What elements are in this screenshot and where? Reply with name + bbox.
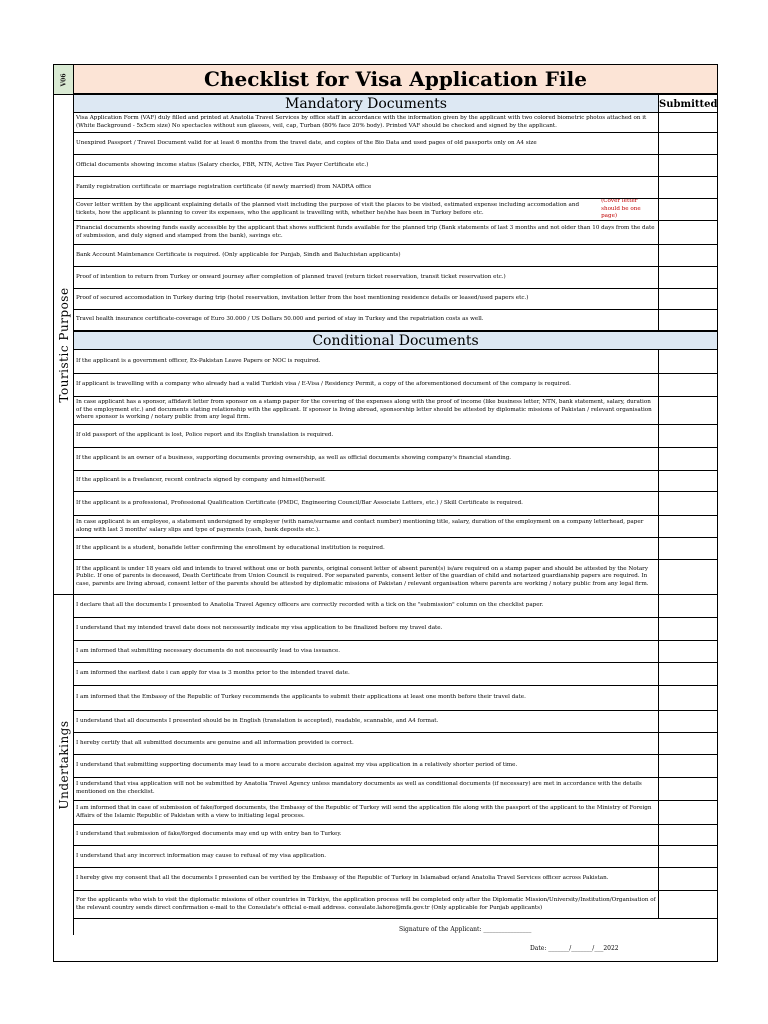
form-code-cell xyxy=(54,65,74,95)
submitted-checkbox[interactable] xyxy=(658,560,717,594)
submitted-checkbox[interactable] xyxy=(658,868,717,890)
mandatory-item-label: Visa Application Form (VAF) duly filled and printed at Anatolia Travel Services by office staff in accordance with the information given by the applicant with two colored biometric photos attached on it (White Background - 5x5cm size) No spectacles without sun glasses, veil, cap, Turban (80% face 20% body). Printed VAF should be checked and signed by the applicant. xyxy=(76,114,647,129)
undertaking-item-text xyxy=(74,825,658,845)
conditional-item-text xyxy=(74,448,658,470)
submitted-checkbox[interactable] xyxy=(658,425,717,447)
submitted-checkbox[interactable] xyxy=(658,641,717,662)
mandatory-item-row xyxy=(74,199,717,221)
undertaking-item-label: I understand that all documents I presented should be in English (translation is accepted), readable, scannable, and A4 format. xyxy=(76,717,439,724)
mandatory-item-label: Financial documents showing funds easily accessible by the applicant that shows sufficient funds available for the planned trip (Bank statements of last 3 months and not older than 10 days from the date of submission, and duly signed and stamped from the bank), savings etc. xyxy=(76,224,655,239)
mandatory-item-text xyxy=(74,310,658,330)
submitted-checkbox[interactable] xyxy=(658,448,717,470)
undertaking-item-row xyxy=(74,868,717,891)
undertaking-item-label: For the applicants who wish to visit the diplomatic missions of other countries in Türkiye, the application process will be completed only after the Diplomatic Mission/University/Institution/Organisation of the relevant country sends direct confirmation e-mail to the Consulate's official e-mail address. consulate.lahore@mfa.gov.tr (Only applicable for Punjab applicants) xyxy=(76,896,656,911)
undertaking-item-row xyxy=(74,755,717,778)
mandatory-item-row xyxy=(74,113,717,133)
conditional-section-header: Conditional Documents xyxy=(74,331,717,350)
mandatory-item-row xyxy=(74,310,717,331)
conditional-item-row xyxy=(74,350,717,374)
undertaking-item-row xyxy=(74,846,717,868)
submitted-checkbox[interactable] xyxy=(658,846,717,867)
undertaking-item-row xyxy=(74,663,717,686)
undertaking-item-row xyxy=(74,801,717,825)
undertaking-item-text xyxy=(74,686,658,710)
undertaking-item-label: I understand that any incorrect information may cause to refusal of my visa application. xyxy=(76,852,327,859)
undertaking-item-label: I declare that all the documents I presented to Anatolia Travel Agency officers are correctly recorded with a tick on the "submission" column on the checklist paper. xyxy=(76,602,544,609)
submitted-checkbox[interactable] xyxy=(658,492,717,515)
undertaking-item-text xyxy=(74,891,658,918)
undertaking-item-row xyxy=(74,891,717,919)
conditional-item-label: If old passport of the applicant is lost, Police report and its English translation is required. xyxy=(76,432,334,439)
undertaking-item-row xyxy=(74,641,717,663)
submitted-checkbox[interactable] xyxy=(658,177,717,198)
checklist-sheet xyxy=(53,64,718,962)
undertaking-item-row xyxy=(74,711,717,733)
conditional-item-text xyxy=(74,425,658,447)
undertaking-item-text xyxy=(74,846,658,867)
form-code: V06 xyxy=(60,72,67,87)
conditional-item-label: In case applicant has a sponsor, affidavit letter from sponsor on a stamp paper for the covering of the expenses along with the proof of income (like business letter, NTN, bank statement, salary, duration of the employment etc.) and documents stating relationship with the applicant. If sponsor is living abroad, sponsorship letter should be attested by diplomatic missions of Pakistan / relevant organisation where sponsor is working / notary public from any legal firm. xyxy=(76,399,652,421)
conditional-item-row xyxy=(74,374,717,397)
submitted-column-header: Submitted xyxy=(658,94,717,113)
conditional-item-row xyxy=(74,425,717,448)
undertaking-item-label: I hereby give my consent that all the documents I presented can be verified by the Embassy of the Republic of Turkey in Islamabad or/and Anatolia Travel Services officer across Pakistan. xyxy=(76,875,609,882)
undertaking-item-row xyxy=(74,686,717,711)
conditional-item-label: If the applicant is a government officer, Ex-Pakistan Leave Papers or NOC is required. xyxy=(76,357,321,364)
undertaking-item-label: I understand that my intended travel date does not necessarily indicate my visa application to be finalized before my travel date. xyxy=(76,625,443,632)
mandatory-item-text xyxy=(74,113,658,132)
submitted-checkbox[interactable] xyxy=(658,891,717,918)
submitted-checkbox[interactable] xyxy=(658,397,717,424)
undertaking-item-row xyxy=(74,618,717,641)
cover-letter-note: (Cover letter should be one page) xyxy=(601,199,641,220)
conditional-item-row xyxy=(74,516,717,538)
conditional-item-label: If the applicant is a freelancer, recent contracts signed by company and himself/herself. xyxy=(76,477,326,484)
undertaking-item-text xyxy=(74,778,658,800)
mandatory-item-text xyxy=(74,133,658,154)
mandatory-item-label: Cover letter written by the applicant explaining details of the planned visit including the purpose of visit the places to be visited, estimated expense including accomodation and tickets, how the applicant is planning to cover its expenses, who the applicant is travelling with, whether he/she has been in Turkey before etc. xyxy=(76,201,580,216)
submitted-checkbox[interactable] xyxy=(658,221,717,244)
submitted-checkbox[interactable] xyxy=(658,310,717,330)
conditional-item-label: In case applicant is an employee, a statement undersigned by employer (with name/surname and contact number) mentioning title, salary, duration of the employment on a company letterhead, paper along with last 3 months' salary slips and type of payments (cash, bank deposits etc.). xyxy=(76,518,644,533)
conditional-item-row xyxy=(74,397,717,425)
touristic-purpose-label: Touristic Purpose xyxy=(56,286,71,403)
undertakings-label: Undertakings xyxy=(56,720,71,810)
conditional-item-text xyxy=(74,538,658,559)
mandatory-item-label: Official documents showing income status (Salary checks, FBR, NTN, Active Tax Payer Certificate etc.) xyxy=(76,161,369,168)
undertaking-item-row xyxy=(74,825,717,846)
conditional-item-text xyxy=(74,471,658,491)
conditional-item-label: If the applicant is a professional, Professional Qualification Certificate (PMDC, Engineering Council/Bar Associate Letters, etc.) / Skill Certificate is required. xyxy=(76,499,523,506)
conditional-item-row xyxy=(74,538,717,560)
mandatory-item-label: Family registration certificate or marriage registration certificate (if newly married) from NADRA office xyxy=(76,183,372,190)
conditional-item-row xyxy=(74,560,717,595)
mandatory-item-label: Unexpired Passport / Travel Document valid for at least 6 months from the travel date, and copies of the Bio Data and used pages of old passports only on A4 size xyxy=(76,139,537,146)
mandatory-item-label: Travel health insurance certificate-coverage of Euro 30.000 / US Dollars 50.000 and period of stay in Turkey and the repatriation costs as well. xyxy=(76,316,484,323)
submitted-checkbox[interactable] xyxy=(658,825,717,845)
undertaking-item-text xyxy=(74,733,658,754)
submitted-checkbox[interactable] xyxy=(658,374,717,396)
mandatory-item-row xyxy=(74,155,717,177)
undertaking-item-row xyxy=(74,733,717,755)
undertaking-item-text xyxy=(74,711,658,732)
conditional-item-label: If the applicant is an owner of a business, supporting documents proving ownership, as well as official documents showing company's financial standing. xyxy=(76,455,512,462)
conditional-item-label: If applicant is travelling with a company who already had a valid Turkish visa / E-Visa / Residency Permit, a copy of the aforementioned document of the company is required. xyxy=(76,381,571,388)
touristic-purpose-column xyxy=(54,95,74,595)
mandatory-item-row xyxy=(74,177,717,199)
mandatory-item-text xyxy=(74,155,658,176)
undertaking-item-label: I am informed that in case of submission of fake/forged documents, the Embassy of the Republic of Turkey will send the application file along with the passport of the applicant to the Ministry of Foreign Affairs of the Islamic Republic of Pakistan with a view to initiating legal process. xyxy=(76,804,652,819)
undertaking-item-label: I understand that submission of fake/forged documents may end up with entry ban to Turkey. xyxy=(76,831,342,838)
undertaking-item-text xyxy=(74,868,658,890)
undertaking-item-label: I am informed the earliest date i can apply for visa is 3 months prior to the intended travel date. xyxy=(76,670,350,677)
undertaking-item-text xyxy=(74,618,658,640)
mandatory-item-text xyxy=(74,221,658,244)
mandatory-item-row xyxy=(74,133,717,155)
undertaking-item-text xyxy=(74,755,658,777)
undertaking-item-text xyxy=(74,641,658,662)
submitted-checkbox[interactable] xyxy=(658,755,717,777)
conditional-item-row xyxy=(74,448,717,471)
undertaking-item-row xyxy=(74,595,717,618)
mandatory-item-text xyxy=(74,289,658,309)
mandatory-item-label: Proof of intention to return from Turkey or onward journey after completion of planned travel (return ticket reservation, transit ticket reservation etc.) xyxy=(76,273,506,280)
conditional-item-label: If the applicant is a student, bonafide letter confirming the enrollment by educational institution is required. xyxy=(76,544,385,551)
mandatory-item-text xyxy=(74,199,658,220)
submitted-checkbox[interactable] xyxy=(658,663,717,685)
undertaking-item-row xyxy=(74,778,717,801)
submitted-checkbox[interactable] xyxy=(658,155,717,176)
mandatory-item-text xyxy=(74,245,658,266)
mandatory-item-text xyxy=(74,177,658,198)
signature-line[interactable]: Signature of the Applicant: ________________ xyxy=(399,926,532,933)
undertaking-item-text xyxy=(74,801,658,824)
undertaking-item-label: I am informed that submitting necessary documents do not necessarily lead to visa issuance. xyxy=(76,647,341,654)
conditional-item-row xyxy=(74,471,717,492)
mandatory-section-header: Mandatory Documents xyxy=(74,94,658,113)
submitted-checkbox[interactable] xyxy=(658,686,717,710)
undertaking-item-label: I am informed that the Embassy of the Republic of Turkey recommends the applicants to submit their applications at least one month before their travel date. xyxy=(76,694,526,701)
undertaking-item-text xyxy=(74,663,658,685)
submitted-checkbox[interactable] xyxy=(658,133,717,154)
submitted-checkbox[interactable] xyxy=(658,711,717,732)
undertaking-item-label: I understand that submitting supporting documents may lead to a more accurate decision against my visa application in a relatively shorter period of time. xyxy=(76,762,518,769)
mandatory-item-label: Bank Account Maintenance Certificate is required. (Only applicable for Punjab, Sindh and Baluchistan applicants) xyxy=(76,251,401,258)
mandatory-item-row xyxy=(74,221,717,245)
submitted-checkbox[interactable] xyxy=(658,267,717,288)
submitted-checkbox[interactable] xyxy=(658,778,717,800)
conditional-item-text xyxy=(74,492,658,515)
conditional-item-text xyxy=(74,560,658,594)
page-title: Checklist for Visa Application File xyxy=(74,65,717,94)
conditional-item-label: If the applicant is under 18 years old and intends to travel without one or both parents, original consent letter of absent parent(s) is/are required on a stamp paper and should be attested by the Notary Public. If one of parents is deceased, Death Certificate from Union Council is required. For separated parents, consent letter of the guardian of child and notarized guardianship papers are required. In case, parents are living abroad, consent letter of the parents should be attested by diplomatic missions of Pakistan / relevant organisation where parents are working / notary public from any legal firm. xyxy=(76,565,649,587)
undertakings-column xyxy=(54,595,74,935)
submitted-checkbox[interactable] xyxy=(658,595,717,617)
conditional-item-text xyxy=(74,397,658,424)
undertaking-item-label: I understand that visa application will not be submitted by Anatolia Travel Agency unless mandatory documents as well as conditional documents (if necessary) are met in accordance with the details mentioned on the checklist. xyxy=(76,781,642,795)
conditional-item-text xyxy=(74,374,658,396)
mandatory-item-row xyxy=(74,245,717,267)
submitted-checkbox[interactable] xyxy=(658,245,717,266)
conditional-item-text xyxy=(74,350,658,373)
mandatory-item-text xyxy=(74,267,658,288)
submitted-checkbox[interactable] xyxy=(658,538,717,559)
submitted-checkbox[interactable] xyxy=(658,350,717,373)
conditional-item-row xyxy=(74,492,717,516)
submitted-checkbox[interactable] xyxy=(658,289,717,309)
undertaking-item-text xyxy=(74,595,658,617)
undertaking-item-label: I hereby certify that all submitted documents are genuine and all information provided is correct. xyxy=(76,739,354,746)
submitted-checkbox[interactable] xyxy=(658,199,717,220)
submitted-checkbox[interactable] xyxy=(658,733,717,754)
submitted-checkbox[interactable] xyxy=(658,516,717,537)
date-line[interactable]: Date: _______/_______/___2022 xyxy=(530,945,619,952)
mandatory-item-label: Proof of secured accomodation in Turkey during trip (hotel reservation, invitation letter from the host mentioning residence details or leased/used papers etc.) xyxy=(76,295,529,302)
mandatory-item-row xyxy=(74,267,717,289)
submitted-checkbox[interactable] xyxy=(658,471,717,491)
submitted-checkbox[interactable] xyxy=(658,618,717,640)
mandatory-item-row xyxy=(74,289,717,310)
submitted-checkbox[interactable] xyxy=(658,113,717,132)
submitted-checkbox[interactable] xyxy=(658,801,717,824)
conditional-item-text xyxy=(74,516,658,537)
